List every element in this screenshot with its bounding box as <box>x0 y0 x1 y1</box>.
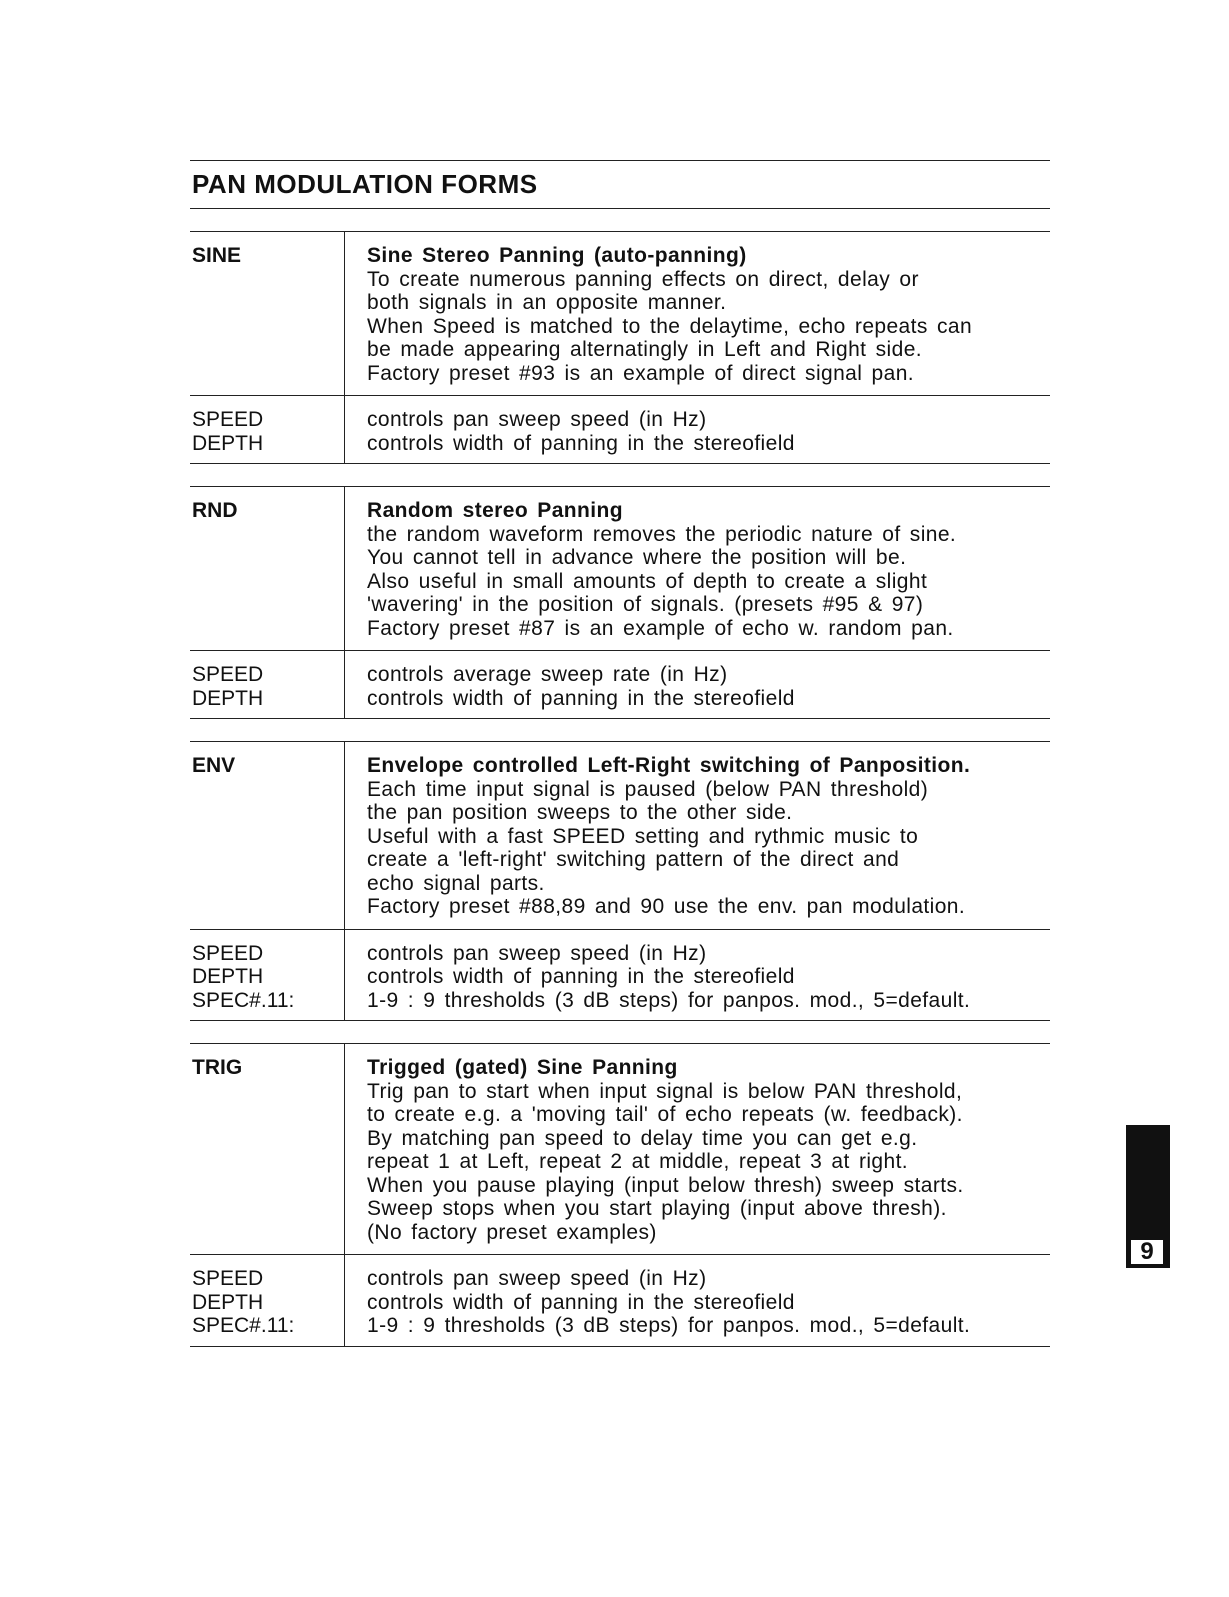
section-header-row <box>190 1044 1050 1254</box>
description-line: both signals in an opposite manner. <box>367 291 727 314</box>
param-name: SPEED <box>192 663 264 686</box>
param-names-column <box>190 930 345 1021</box>
section-sine <box>190 231 1050 464</box>
param-descriptions-column <box>345 930 1050 1021</box>
section-header-row <box>190 742 1050 929</box>
description-line: create a 'left-right' switching pattern of the direct and <box>367 848 900 871</box>
param-description: controls pan sweep speed (in Hz) <box>367 941 707 965</box>
section-env <box>190 741 1050 1021</box>
description-line: By matching pan speed to delay time you can get e.g. <box>367 1126 918 1150</box>
description-line: Each time input signal is paused (below PAN threshold) <box>367 777 929 801</box>
param-name: SPEED <box>192 941 264 965</box>
section-header-row <box>190 232 1050 395</box>
parameters-row <box>190 929 1050 1021</box>
section-trig <box>190 1043 1050 1347</box>
parameters-row <box>190 650 1050 718</box>
param-descriptions-column <box>345 651 1050 718</box>
label-column <box>190 232 345 395</box>
section-rnd <box>190 486 1050 719</box>
label-column <box>190 742 345 929</box>
description-line: Factory preset #87 is an example of echo w. random pan. <box>367 616 954 640</box>
description-line: (No factory preset examples) <box>367 1220 657 1244</box>
parameters-row <box>190 395 1050 463</box>
label-column <box>190 1044 345 1254</box>
description-line: Factory preset #93 is an example of direct signal pan. <box>367 361 915 385</box>
param-descriptions-column <box>345 1255 1050 1346</box>
description-column <box>345 487 1050 650</box>
param-name: DEPTH <box>192 686 264 710</box>
description-line: Trig pan to start when input signal is below PAN threshold, <box>367 1079 963 1103</box>
description-line: Sweep stops when you start playing (input above thresh). <box>367 1197 947 1220</box>
param-descriptions-column <box>345 396 1050 463</box>
description-line: the random waveform removes the periodic nature of sine. <box>367 522 957 546</box>
param-description: 1-9 : 9 thresholds (3 dB steps) for panpos. mod., 5=default. <box>367 1314 971 1337</box>
description-line: be made appearing alternatingly in Left and Right side. <box>367 338 923 361</box>
mode-subtitle: Trigged (gated) Sine Panning <box>367 1056 678 1079</box>
description-line: repeat 1 at Left, repeat 2 at middle, repeat 3 at right. <box>367 1150 909 1173</box>
description-line: When you pause playing (input below thresh) sweep starts. <box>367 1173 964 1197</box>
param-name: SPEED <box>192 408 264 431</box>
mode-name: SINE <box>192 244 242 267</box>
param-name: DEPTH <box>192 1290 264 1314</box>
description-line: To create numerous panning effects on direct, delay or <box>367 267 919 291</box>
label-column <box>190 487 345 650</box>
param-description: 1-9 : 9 thresholds (3 dB steps) for panpos. mod., 5=default. <box>367 988 971 1012</box>
description-line: to create e.g. a 'moving tail' of echo repeats (w. feedback). <box>367 1103 963 1126</box>
description-column <box>345 232 1050 395</box>
param-name: DEPTH <box>192 431 264 455</box>
param-description: controls width of panning in the stereofield <box>367 965 795 988</box>
description-column <box>345 1044 1050 1254</box>
param-name: DEPTH <box>192 965 264 988</box>
mode-subtitle: Envelope controlled Left-Right switching of Panposition. <box>367 754 971 777</box>
param-description: controls pan sweep speed (in Hz) <box>367 408 707 431</box>
description-line: Also useful in small amounts of depth to create a slight <box>367 569 928 593</box>
param-name: SPEED <box>192 1267 264 1290</box>
param-names-column <box>190 396 345 463</box>
page-title: PAN MODULATION FORMS <box>192 169 538 199</box>
description-line: When Speed is matched to the delaytime, echo repeats can <box>367 314 973 338</box>
param-description: controls width of panning in the stereofield <box>367 431 795 455</box>
mode-subtitle: Random stereo Panning <box>367 499 623 522</box>
param-description: controls width of panning in the stereofield <box>367 686 795 710</box>
title-block <box>190 160 1050 209</box>
mode-subtitle: Sine Stereo Panning (auto-panning) <box>367 244 747 267</box>
param-description: controls width of panning in the stereofield <box>367 1290 795 1314</box>
parameters-row <box>190 1254 1050 1346</box>
description-line: the pan position sweeps to the other side. <box>367 801 793 824</box>
param-names-column <box>190 1255 345 1346</box>
mode-name: RND <box>192 499 238 522</box>
description-line: 'wavering' in the position of signals. (presets #95 & 97) <box>367 593 924 616</box>
section-header-row <box>190 487 1050 650</box>
page-number: 9 <box>1129 1238 1165 1266</box>
param-description: controls pan sweep speed (in Hz) <box>367 1267 707 1290</box>
mode-name: ENV <box>192 754 236 777</box>
description-line: Useful with a fast SPEED setting and rythmic music to <box>367 824 919 848</box>
param-name: SPEC#.11: <box>192 988 295 1012</box>
param-name: SPEC#.11: <box>192 1314 295 1337</box>
manual-page <box>190 160 1050 1347</box>
param-names-column <box>190 651 345 718</box>
description-line: Factory preset #88,89 and 90 use the env. pan modulation. <box>367 895 966 918</box>
description-line: You cannot tell in advance where the position will be. <box>367 546 907 569</box>
param-description: controls average sweep rate (in Hz) <box>367 663 728 686</box>
mode-name: TRIG <box>192 1056 243 1079</box>
description-line: echo signal parts. <box>367 871 545 895</box>
description-column <box>345 742 1050 929</box>
sections-container <box>190 231 1050 1347</box>
